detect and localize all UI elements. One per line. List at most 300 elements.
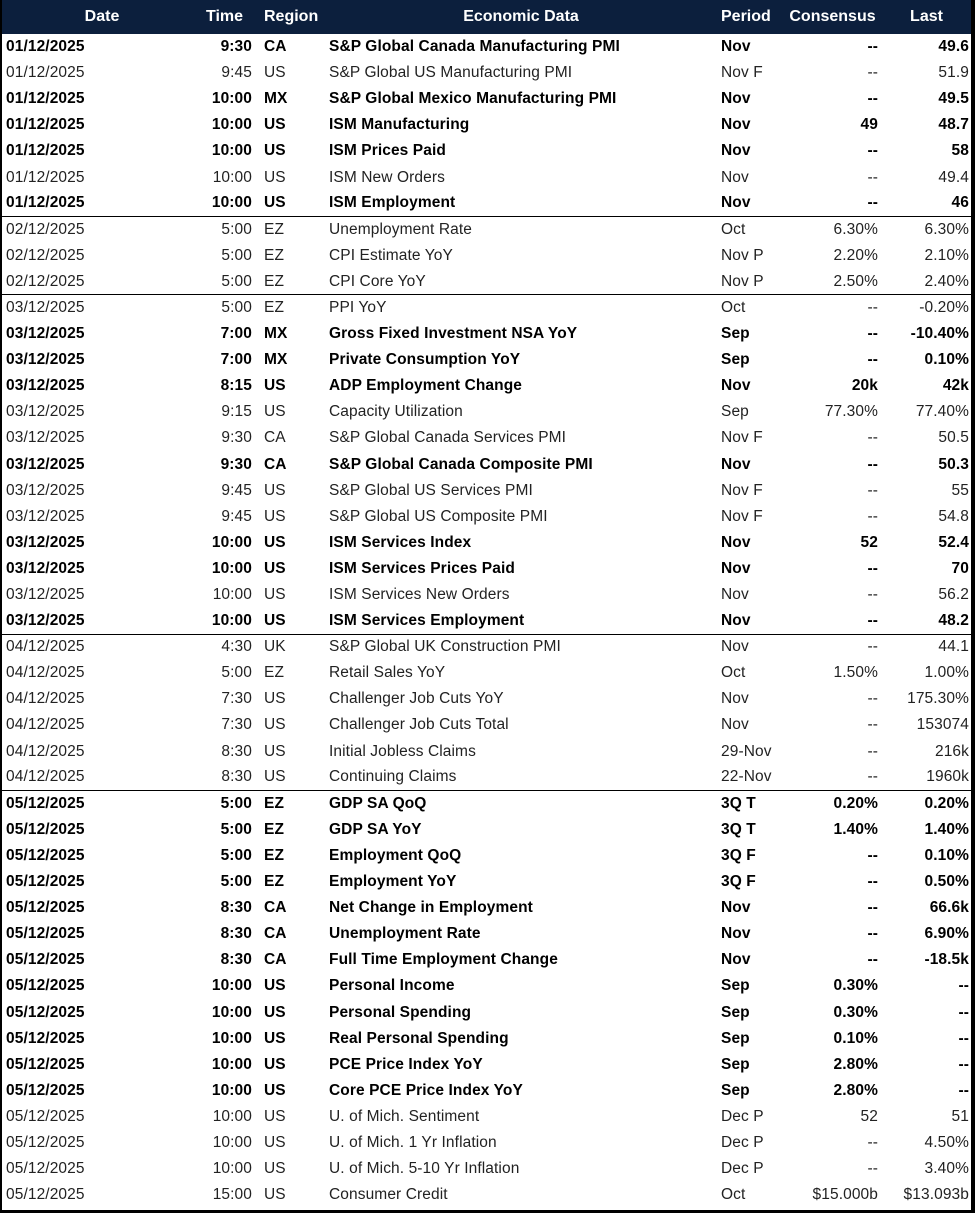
cell-economic-data: S&P Global Canada Manufacturing PMI bbox=[329, 38, 620, 56]
cell-consensus: -- bbox=[867, 925, 878, 943]
table-row bbox=[2, 504, 971, 530]
cell-economic-data: Capacity Utilization bbox=[329, 403, 463, 421]
table-row bbox=[2, 217, 971, 243]
cell-date: 04/12/2025 bbox=[6, 690, 85, 708]
table-row bbox=[2, 973, 971, 999]
cell-last: 3.40% bbox=[924, 1160, 969, 1178]
cell-region: US bbox=[264, 194, 286, 212]
cell-date: 03/12/2025 bbox=[6, 481, 85, 499]
cell-date: 04/12/2025 bbox=[6, 768, 85, 786]
cell-date: 01/12/2025 bbox=[6, 194, 85, 212]
cell-economic-data: ISM Services Index bbox=[329, 533, 472, 551]
cell-economic-data: Private Consumption YoY bbox=[329, 351, 521, 369]
cell-period: Sep bbox=[721, 403, 749, 421]
cell-time: 10:00 bbox=[211, 1055, 252, 1073]
cell-economic-data: Personal Income bbox=[329, 977, 455, 995]
cell-period: Nov bbox=[721, 586, 749, 604]
cell-consensus: 1.50% bbox=[833, 664, 878, 682]
cell-consensus: -- bbox=[867, 1160, 878, 1178]
cell-consensus: -- bbox=[867, 194, 878, 212]
table-row bbox=[2, 556, 971, 582]
cell-time: 5:00 bbox=[220, 873, 252, 891]
cell-date: 01/12/2025 bbox=[6, 168, 85, 186]
table-row bbox=[2, 739, 971, 765]
cell-last: 49.5 bbox=[938, 90, 969, 108]
cell-economic-data: ISM New Orders bbox=[329, 168, 445, 186]
cell-last: 70 bbox=[951, 559, 969, 577]
cell-economic-data: Continuing Claims bbox=[329, 768, 457, 786]
cell-date: 05/12/2025 bbox=[6, 925, 85, 943]
cell-consensus: -- bbox=[867, 873, 878, 891]
cell-region: EZ bbox=[264, 664, 285, 682]
cell-region: EZ bbox=[260, 217, 325, 243]
cell-time: 10:00 bbox=[212, 168, 252, 186]
cell-time: 10:00 bbox=[211, 1081, 252, 1099]
cell-economic-data: Core PCE Price Index YoY bbox=[329, 1081, 523, 1099]
cell-last: -- bbox=[958, 1029, 969, 1047]
cell-last: 153074 bbox=[916, 716, 969, 734]
cell-economic-data: Challenger Job Cuts YoY bbox=[329, 690, 504, 708]
cell-last: -10.40% bbox=[910, 325, 969, 343]
cell-date: 03/12/2025 bbox=[6, 533, 85, 551]
cell-period: Dec P bbox=[721, 1133, 764, 1151]
cell-period: Oct bbox=[721, 1186, 746, 1204]
cell-economic-data: Personal Spending bbox=[329, 1003, 472, 1021]
cell-date: 01/12/2025 bbox=[6, 142, 85, 160]
cell-region: MX bbox=[264, 351, 288, 369]
cell-last: 6.90% bbox=[924, 925, 969, 943]
column-header-region: Region bbox=[264, 8, 319, 25]
table-row bbox=[2, 1052, 971, 1078]
cell-period: Nov bbox=[721, 533, 751, 551]
table-row bbox=[2, 191, 971, 217]
table-row bbox=[2, 295, 971, 321]
cell-economic-data: GDP SA YoY bbox=[329, 820, 422, 838]
cell-period: Nov bbox=[721, 142, 751, 160]
cell-time: 10:00 bbox=[211, 142, 252, 160]
cell-region: EZ bbox=[264, 873, 285, 891]
table-row bbox=[2, 399, 971, 425]
table-row bbox=[2, 686, 971, 712]
table-row bbox=[2, 582, 971, 608]
cell-last: 1.40% bbox=[924, 820, 969, 838]
table-row bbox=[2, 452, 971, 478]
table-row bbox=[2, 1078, 971, 1104]
table-row bbox=[2, 373, 971, 399]
cell-date: 05/12/2025 bbox=[6, 1160, 85, 1178]
cell-last: 50.3 bbox=[938, 455, 969, 473]
table-row bbox=[2, 269, 971, 295]
cell-last: 55 bbox=[951, 481, 969, 499]
table-row bbox=[2, 60, 971, 86]
column-header-date: Date bbox=[84, 8, 120, 25]
cell-time: 10:00 bbox=[211, 90, 252, 108]
cell-time: 5:00 bbox=[202, 295, 260, 321]
table-row bbox=[2, 660, 971, 686]
cell-period: Nov F bbox=[721, 507, 763, 525]
cell-consensus: 2.20% bbox=[833, 246, 878, 264]
cell-last: 0.10% bbox=[924, 846, 969, 864]
cell-consensus: 49 bbox=[860, 116, 878, 134]
cell-economic-data: S&P Global UK Construction PMI bbox=[325, 634, 717, 660]
cell-last: 54.8 bbox=[938, 507, 969, 525]
cell-period: Sep bbox=[721, 351, 750, 369]
cell-date: 01/12/2025 bbox=[6, 116, 85, 134]
cell-economic-data: Initial Jobless Claims bbox=[329, 742, 476, 760]
cell-time: 5:00 bbox=[221, 272, 252, 290]
cell-economic-data: S&P Global Canada Composite PMI bbox=[329, 455, 593, 473]
cell-last: 2.40% bbox=[924, 272, 969, 290]
table-row bbox=[2, 791, 971, 817]
cell-date: 05/12/2025 bbox=[6, 1133, 85, 1151]
cell-period: Sep bbox=[721, 325, 750, 343]
cell-consensus: 0.30% bbox=[833, 1003, 878, 1021]
cell-consensus: 0.30% bbox=[833, 977, 878, 995]
cell-last: -- bbox=[958, 1055, 969, 1073]
cell-consensus: -- bbox=[783, 634, 882, 660]
cell-period: Sep bbox=[721, 1081, 750, 1099]
cell-time: 9:30 bbox=[220, 455, 252, 473]
cell-economic-data: Employment YoY bbox=[329, 873, 457, 891]
cell-time: 10:00 bbox=[211, 1029, 252, 1047]
cell-period: Dec P bbox=[721, 1160, 764, 1178]
cell-region: US bbox=[264, 116, 286, 134]
cell-date: 03/12/2025 bbox=[2, 295, 202, 321]
cell-time: 5:00 bbox=[202, 791, 260, 817]
cell-consensus: -- bbox=[867, 951, 878, 969]
cell-time: 15:00 bbox=[212, 1186, 252, 1204]
cell-last: 2.10% bbox=[924, 246, 969, 264]
table-row bbox=[2, 86, 971, 112]
cell-time: 8:15 bbox=[220, 377, 252, 395]
cell-date: 03/12/2025 bbox=[6, 507, 85, 525]
cell-consensus: -- bbox=[867, 716, 878, 734]
cell-time: 10:00 bbox=[211, 116, 252, 134]
cell-time: 9:15 bbox=[221, 403, 252, 421]
cell-date: 02/12/2025 bbox=[6, 246, 85, 264]
cell-region: EZ bbox=[264, 820, 285, 838]
cell-economic-data: CPI Estimate YoY bbox=[329, 246, 453, 264]
cell-period: Nov F bbox=[721, 429, 763, 447]
cell-last: 1960k bbox=[926, 768, 969, 786]
cell-period: Nov F bbox=[721, 64, 763, 82]
cell-region: US bbox=[264, 507, 286, 525]
cell-period: 29-Nov bbox=[721, 742, 772, 760]
cell-region: UK bbox=[260, 634, 325, 660]
cell-date: 03/12/2025 bbox=[6, 351, 85, 369]
cell-economic-data: U. of Mich. Sentiment bbox=[329, 1107, 480, 1125]
cell-region: US bbox=[264, 611, 286, 629]
cell-economic-data: ISM Manufacturing bbox=[329, 116, 470, 134]
cell-last: 50.5 bbox=[938, 429, 969, 447]
cell-last: 49.6 bbox=[938, 38, 969, 56]
cell-period: 3Q T bbox=[717, 791, 783, 817]
cell-date: 03/12/2025 bbox=[6, 377, 85, 395]
cell-consensus: -- bbox=[867, 611, 878, 629]
table-row bbox=[2, 478, 971, 504]
cell-consensus: -- bbox=[867, 559, 878, 577]
cell-economic-data: ISM Prices Paid bbox=[329, 142, 446, 160]
cell-time: 5:00 bbox=[221, 246, 252, 264]
cell-consensus: -- bbox=[867, 168, 878, 186]
cell-period: Nov bbox=[721, 716, 749, 734]
cell-last: 4.50% bbox=[924, 1133, 969, 1151]
cell-period: Nov bbox=[721, 38, 751, 56]
cell-consensus: -- bbox=[867, 64, 878, 82]
cell-time: 8:30 bbox=[220, 925, 252, 943]
cell-period: Nov bbox=[721, 951, 751, 969]
cell-period: Nov bbox=[721, 168, 749, 186]
table-row bbox=[2, 999, 971, 1025]
cell-region: CA bbox=[264, 951, 287, 969]
cell-time: 8:30 bbox=[220, 899, 252, 917]
cell-date: 03/12/2025 bbox=[6, 325, 85, 343]
table-row bbox=[2, 138, 971, 164]
cell-economic-data: Unemployment Rate bbox=[325, 217, 717, 243]
cell-period: Dec P bbox=[721, 1107, 764, 1125]
cell-date: 05/12/2025 bbox=[6, 899, 85, 917]
cell-date: 05/12/2025 bbox=[6, 1055, 85, 1073]
cell-economic-data: Net Change in Employment bbox=[329, 899, 533, 917]
cell-consensus: 77.30% bbox=[824, 403, 878, 421]
cell-economic-data: ISM Services New Orders bbox=[329, 586, 510, 604]
cell-economic-data: Employment QoQ bbox=[329, 846, 462, 864]
cell-period: Nov P bbox=[721, 272, 764, 290]
cell-last: -- bbox=[958, 1003, 969, 1021]
cell-time: 8:30 bbox=[221, 768, 252, 786]
cell-time: 10:00 bbox=[211, 611, 252, 629]
cell-consensus: -- bbox=[867, 586, 878, 604]
cell-time: 5:00 bbox=[221, 664, 252, 682]
cell-date: 05/12/2025 bbox=[6, 820, 85, 838]
cell-date: 05/12/2025 bbox=[6, 873, 85, 891]
cell-economic-data: GDP SA QoQ bbox=[325, 791, 717, 817]
table-row bbox=[2, 947, 971, 973]
cell-region: US bbox=[264, 768, 286, 786]
cell-region: CA bbox=[264, 455, 287, 473]
cell-region: US bbox=[264, 690, 286, 708]
cell-region: US bbox=[264, 1029, 286, 1047]
cell-region: CA bbox=[264, 38, 287, 56]
cell-consensus: -- bbox=[867, 325, 878, 343]
cell-region: CA bbox=[264, 429, 286, 447]
cell-time: 9:45 bbox=[221, 64, 252, 82]
cell-last: 0.10% bbox=[924, 351, 969, 369]
cell-consensus: -- bbox=[867, 90, 878, 108]
cell-period: Nov bbox=[721, 377, 751, 395]
cell-last: $13.093b bbox=[903, 1186, 969, 1204]
cell-region: MX bbox=[264, 90, 288, 108]
table-row bbox=[2, 34, 971, 60]
cell-date: 05/12/2025 bbox=[6, 1107, 85, 1125]
table-body bbox=[2, 34, 971, 1208]
cell-date: 03/12/2025 bbox=[6, 611, 85, 629]
cell-time: 5:00 bbox=[202, 217, 260, 243]
cell-last: 0.20% bbox=[882, 791, 971, 817]
cell-region: US bbox=[264, 586, 286, 604]
table-row bbox=[2, 530, 971, 556]
cell-last: -18.5k bbox=[924, 951, 969, 969]
column-header-time: Time bbox=[206, 8, 244, 25]
cell-last: -0.20% bbox=[882, 295, 971, 321]
cell-economic-data: S&P Global Canada Services PMI bbox=[329, 429, 567, 447]
column-header-period: Period bbox=[721, 8, 771, 25]
cell-period: Nov bbox=[721, 611, 751, 629]
cell-economic-data: Real Personal Spending bbox=[329, 1029, 509, 1047]
cell-consensus: -- bbox=[867, 142, 878, 160]
cell-date: 05/12/2025 bbox=[6, 1186, 85, 1204]
cell-economic-data: U. of Mich. 5-10 Yr Inflation bbox=[329, 1160, 520, 1178]
table-row bbox=[2, 425, 971, 451]
cell-period: Nov bbox=[721, 116, 751, 134]
cell-region: US bbox=[264, 1055, 286, 1073]
table-row bbox=[2, 164, 971, 190]
cell-time: 7:30 bbox=[221, 716, 252, 734]
cell-period: Nov bbox=[717, 634, 783, 660]
cell-period: Nov bbox=[721, 90, 751, 108]
cell-period: Oct bbox=[717, 217, 783, 243]
cell-date: 05/12/2025 bbox=[6, 1003, 85, 1021]
cell-consensus: -- bbox=[867, 507, 878, 525]
cell-economic-data: CPI Core YoY bbox=[329, 272, 426, 290]
cell-consensus: 1.40% bbox=[833, 820, 878, 838]
cell-region: EZ bbox=[264, 846, 285, 864]
cell-economic-data: S&P Global US Manufacturing PMI bbox=[329, 64, 573, 82]
cell-consensus: -- bbox=[867, 742, 878, 760]
cell-economic-data: PPI YoY bbox=[325, 295, 717, 321]
cell-consensus: 2.80% bbox=[833, 1055, 878, 1073]
cell-period: Nov bbox=[721, 194, 751, 212]
cell-region: US bbox=[264, 1133, 286, 1151]
table-row bbox=[2, 712, 971, 738]
cell-economic-data: S&P Global US Composite PMI bbox=[329, 507, 548, 525]
cell-date: 03/12/2025 bbox=[6, 429, 85, 447]
cell-time: 9:45 bbox=[221, 481, 252, 499]
cell-region: US bbox=[264, 1003, 286, 1021]
cell-last: 42k bbox=[942, 377, 969, 395]
cell-last: -- bbox=[958, 1081, 969, 1099]
cell-date: 03/12/2025 bbox=[6, 586, 85, 604]
cell-period: Nov P bbox=[721, 246, 764, 264]
cell-last: 77.40% bbox=[915, 403, 969, 421]
table-row bbox=[2, 1130, 971, 1156]
cell-consensus: 2.80% bbox=[833, 1081, 878, 1099]
cell-economic-data: Challenger Job Cuts Total bbox=[329, 716, 509, 734]
cell-consensus: 2.50% bbox=[833, 272, 878, 290]
cell-last: 48.2 bbox=[938, 611, 969, 629]
cell-last: 1.00% bbox=[924, 664, 969, 682]
cell-date: 05/12/2025 bbox=[6, 1081, 85, 1099]
column-header-last: Last bbox=[910, 8, 943, 25]
cell-consensus: 6.30% bbox=[783, 217, 882, 243]
cell-time: 10:00 bbox=[211, 1003, 252, 1021]
cell-time: 5:00 bbox=[220, 820, 252, 838]
cell-period: Nov bbox=[721, 559, 751, 577]
cell-consensus: 20k bbox=[851, 377, 878, 395]
column-header-consensus: Consensus bbox=[789, 8, 876, 25]
cell-date: 01/12/2025 bbox=[6, 64, 85, 82]
cell-economic-data: Full Time Employment Change bbox=[329, 951, 558, 969]
cell-consensus: -- bbox=[867, 429, 878, 447]
cell-time: 10:00 bbox=[211, 559, 252, 577]
cell-region: US bbox=[264, 1081, 286, 1099]
cell-region: US bbox=[264, 1186, 286, 1204]
cell-last: 56.2 bbox=[938, 586, 969, 604]
cell-consensus: -- bbox=[867, 481, 878, 499]
cell-region: US bbox=[264, 559, 286, 577]
cell-region: US bbox=[264, 64, 286, 82]
cell-time: 4:30 bbox=[202, 634, 260, 660]
cell-period: Oct bbox=[721, 664, 746, 682]
cell-period: Sep bbox=[721, 1003, 750, 1021]
cell-economic-data: Unemployment Rate bbox=[329, 925, 481, 943]
cell-period: Sep bbox=[721, 1055, 750, 1073]
cell-region: EZ bbox=[260, 791, 325, 817]
cell-consensus: -- bbox=[867, 899, 878, 917]
cell-region: US bbox=[264, 481, 286, 499]
cell-period: Nov bbox=[721, 925, 751, 943]
cell-consensus: -- bbox=[867, 768, 878, 786]
cell-region: US bbox=[264, 377, 286, 395]
cell-economic-data: Retail Sales YoY bbox=[329, 664, 446, 682]
cell-consensus: -- bbox=[867, 846, 878, 864]
cell-period: Nov F bbox=[721, 481, 763, 499]
cell-last: 48.7 bbox=[938, 116, 969, 134]
cell-consensus: -- bbox=[867, 690, 878, 708]
cell-date: 05/12/2025 bbox=[2, 791, 202, 817]
cell-time: 10:00 bbox=[211, 977, 252, 995]
cell-region: MX bbox=[264, 325, 288, 343]
cell-time: 7:00 bbox=[220, 325, 252, 343]
cell-date: 02/12/2025 bbox=[2, 217, 202, 243]
cell-date: 05/12/2025 bbox=[6, 977, 85, 995]
table-row bbox=[2, 895, 971, 921]
cell-time: 7:00 bbox=[220, 351, 252, 369]
cell-period: Oct bbox=[717, 295, 783, 321]
table-row bbox=[2, 817, 971, 843]
cell-last: 46 bbox=[951, 194, 969, 212]
cell-region: US bbox=[264, 742, 286, 760]
cell-period: Sep bbox=[721, 1029, 750, 1047]
cell-date: 03/12/2025 bbox=[6, 455, 85, 473]
cell-region: US bbox=[264, 1107, 286, 1125]
cell-last: 44.1 bbox=[882, 634, 971, 660]
cell-consensus: 52 bbox=[860, 1107, 878, 1125]
economic-calendar-table bbox=[2, 0, 971, 1208]
cell-last: 66.6k bbox=[929, 899, 969, 917]
cell-period: 22-Nov bbox=[721, 768, 772, 786]
cell-consensus: $15.000b bbox=[812, 1186, 878, 1204]
cell-economic-data: Gross Fixed Investment NSA YoY bbox=[329, 325, 578, 343]
cell-region: US bbox=[264, 533, 286, 551]
table-header-row bbox=[2, 0, 971, 34]
cell-last: 51.9 bbox=[938, 64, 969, 82]
cell-date: 03/12/2025 bbox=[6, 559, 85, 577]
table-row bbox=[2, 1156, 971, 1182]
table-row bbox=[2, 634, 971, 660]
cell-consensus: 52 bbox=[860, 533, 878, 551]
cell-time: 10:00 bbox=[212, 586, 252, 604]
cell-time: 9:45 bbox=[221, 507, 252, 525]
cell-consensus: 0.10% bbox=[833, 1029, 878, 1047]
cell-date: 02/12/2025 bbox=[6, 272, 85, 290]
cell-consensus: -- bbox=[867, 455, 878, 473]
cell-consensus: -- bbox=[867, 1133, 878, 1151]
cell-time: 7:30 bbox=[221, 690, 252, 708]
cell-period: Nov bbox=[721, 899, 751, 917]
cell-last: 58 bbox=[951, 142, 969, 160]
cell-last: 216k bbox=[934, 742, 969, 760]
